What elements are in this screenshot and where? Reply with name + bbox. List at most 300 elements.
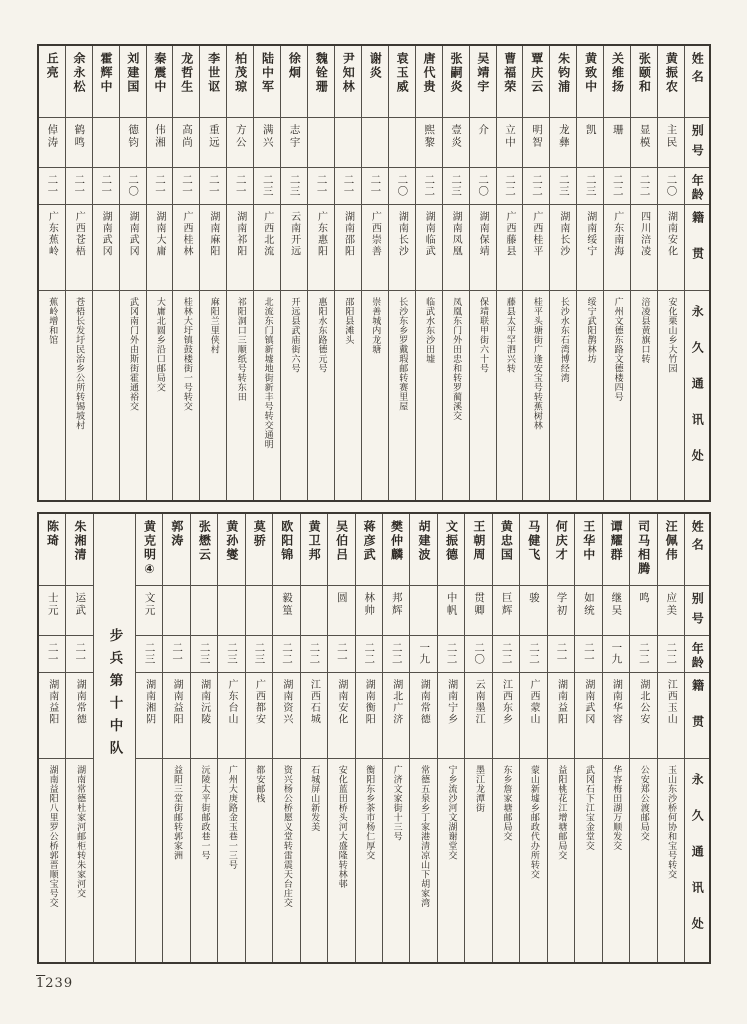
native-cell-text: 广西蒙山 — [528, 679, 539, 725]
alias-cell-text: 士元 — [46, 592, 59, 617]
roster-entry-column — [657, 46, 684, 500]
name-cell-text: 黄卫邦 — [307, 520, 322, 562]
address-cell — [136, 759, 162, 962]
native-cell-text: 湖南凤凰 — [450, 211, 462, 257]
alias-cell — [273, 586, 299, 636]
native-cell — [66, 673, 92, 759]
address-cell-text: 安化栗山乡大竹园 — [666, 297, 677, 373]
address-cell-text: 惠阳水东路德元号 — [316, 297, 327, 373]
roster-entry-column — [92, 46, 119, 500]
address-cell — [520, 759, 546, 962]
name-cell-text: 黄振农 — [664, 52, 679, 94]
alias-cell — [200, 118, 226, 168]
age-cell-text: 二一 — [555, 642, 568, 665]
name-cell-text: 李世讴 — [206, 52, 221, 94]
native-cell — [281, 205, 307, 291]
alias-cell — [438, 586, 464, 636]
name-cell-text: 张嗣炎 — [448, 52, 463, 94]
roster-entry-column — [464, 514, 491, 962]
native-cell-text: 广西藤县 — [504, 211, 515, 257]
roster-entry-column — [327, 514, 354, 962]
address-cell — [577, 291, 603, 500]
address-cell — [227, 291, 253, 500]
name-cell — [575, 514, 601, 586]
native-cell — [163, 673, 189, 759]
alias-cell — [362, 118, 388, 168]
age-cell-text: 二〇 — [473, 642, 486, 665]
address-cell — [550, 291, 576, 500]
age-cell-text: 二二 — [638, 174, 651, 197]
age-cell-text: 二一 — [73, 174, 86, 197]
column-header-age — [685, 636, 709, 673]
native-cell-text: 湖南长沙 — [396, 211, 408, 257]
section-divider — [93, 514, 135, 962]
roster-entry-column — [135, 514, 162, 962]
age-cell — [281, 168, 307, 205]
roster-entry-column — [334, 46, 361, 500]
age-cell — [356, 636, 382, 673]
name-cell-text: 曹福荣 — [502, 52, 517, 94]
name-cell — [630, 514, 656, 586]
alias-cell — [173, 118, 199, 168]
native-cell-text: 湖南武冈 — [582, 679, 594, 725]
address-cell-text: 东乡詹家塘邮局交 — [501, 765, 512, 841]
name-cell — [520, 514, 546, 586]
native-cell-text: 广西桂林 — [180, 211, 192, 257]
native-cell — [136, 673, 162, 759]
age-cell-text: 二三 — [557, 174, 570, 197]
name-cell-text: 司马相腾 — [636, 520, 651, 576]
roster-entry-column — [576, 46, 603, 500]
alias-cell-text: 巨辉 — [500, 592, 513, 617]
age-cell-text: 二二 — [280, 642, 293, 665]
address-cell — [470, 291, 496, 500]
address-cell-text: 苍梧长发圩民治乡公所转锡坡村 — [74, 297, 85, 430]
alias-cell — [218, 586, 244, 636]
alias-cell-text: 继吴 — [610, 592, 623, 617]
roster-entry-column — [190, 514, 217, 962]
address-cell — [93, 291, 119, 500]
name-cell — [465, 514, 491, 586]
address-cell — [173, 291, 199, 500]
header-column — [684, 46, 709, 500]
address-cell-text: 涪凌县黄旗口转 — [639, 297, 650, 364]
roster-entry-column — [522, 46, 549, 500]
alias-cell — [246, 586, 272, 636]
native-cell — [66, 205, 92, 291]
name-cell — [577, 46, 603, 118]
name-cell — [120, 46, 146, 118]
age-cell — [173, 168, 199, 205]
roster-entry-column — [253, 46, 280, 500]
alias-cell — [66, 586, 92, 636]
native-cell-text: 湖北公安 — [637, 679, 649, 725]
alias-cell — [328, 586, 354, 636]
address-cell — [328, 759, 354, 962]
age-cell — [335, 168, 361, 205]
native-cell-text: 广西北流 — [261, 211, 273, 257]
roster-entry-column — [199, 46, 226, 500]
native-cell-text: 湖南临武 — [423, 211, 435, 257]
alias-cell — [630, 586, 656, 636]
alias-cell-text: 倬涛 — [46, 124, 59, 149]
native-cell-text: 湖南益阳 — [46, 679, 58, 725]
name-cell — [493, 514, 519, 586]
alias-cell — [603, 586, 629, 636]
address-cell-text: 绥宁武阳鹊林坊 — [585, 297, 596, 364]
roster-entry-column — [630, 46, 657, 500]
alias-cell — [147, 118, 173, 168]
alias-cell — [383, 586, 409, 636]
name-cell-text: 黄忠国 — [499, 520, 514, 562]
name-cell-text: 唐代贵 — [422, 52, 437, 94]
alias-cell — [39, 586, 65, 636]
age-cell — [39, 168, 65, 205]
native-cell — [658, 205, 684, 291]
address-cell — [603, 759, 629, 962]
address-cell-text: 广济文家街十三号 — [391, 765, 402, 841]
age-cell — [416, 168, 442, 205]
age-cell — [465, 636, 491, 673]
name-cell-text: 黄克明④ — [142, 520, 157, 578]
name-cell-text: 莫骄 — [252, 520, 267, 548]
address-cell — [523, 291, 549, 500]
alias-cell — [575, 586, 601, 636]
native-cell — [410, 673, 436, 759]
address-cell-text: 保靖联甲街六十号 — [477, 297, 488, 373]
age-cell — [39, 636, 65, 673]
name-cell — [383, 514, 409, 586]
column-header-name-text: 姓名 — [690, 52, 705, 88]
roster-entry-column — [602, 514, 629, 962]
address-cell — [416, 291, 442, 500]
age-cell — [520, 636, 546, 673]
native-cell — [191, 673, 217, 759]
roster-entry-column — [146, 46, 173, 500]
name-cell — [308, 46, 334, 118]
address-cell — [389, 291, 415, 500]
alias-cell-text: 龙彝 — [557, 124, 570, 149]
alias-cell-text: 运武 — [74, 592, 87, 617]
roster-entry-column — [496, 46, 523, 500]
age-cell-text: 二一 — [171, 642, 184, 665]
address-cell-text: 崇善城内龙塘 — [370, 297, 381, 354]
address-cell-text: 大庸北圆乡沿口邮局交 — [154, 297, 165, 392]
roster-entry-column — [442, 46, 469, 500]
column-header-name-text: 姓名 — [690, 520, 705, 556]
alias-cell-text: 志宇 — [288, 124, 301, 149]
name-cell-text: 谭耀群 — [609, 520, 624, 562]
alias-cell — [443, 118, 469, 168]
address-cell — [631, 291, 657, 500]
age-cell-text: 一九 — [418, 642, 431, 665]
roster-entry-column — [437, 514, 464, 962]
alias-cell-text: 伟湘 — [154, 124, 167, 149]
native-cell-text: 湖北广济 — [390, 679, 402, 725]
age-cell-text: 二二 — [390, 642, 403, 665]
address-cell-text: 麻阳兰里侠村 — [208, 297, 219, 354]
native-cell — [200, 205, 226, 291]
alias-cell-text: 如统 — [582, 592, 595, 617]
name-cell-text: 吴伯吕 — [334, 520, 349, 562]
age-cell-text: 二二 — [504, 174, 517, 197]
address-cell-text: 临武水东沙田墟 — [424, 297, 435, 364]
native-cell — [254, 205, 280, 291]
alias-cell-text: 骏 — [528, 592, 541, 605]
native-cell — [362, 205, 388, 291]
address-cell-text: 都安邮栈 — [254, 765, 265, 803]
address-cell-text: 宁乡流沙河文湖谢堂交 — [446, 765, 457, 860]
native-cell-text: 湖南保靖 — [477, 211, 489, 257]
age-cell — [120, 168, 146, 205]
name-cell — [389, 46, 415, 118]
name-cell — [603, 514, 629, 586]
age-cell — [227, 168, 253, 205]
age-cell-text: 二一 — [74, 642, 87, 665]
name-cell — [218, 514, 244, 586]
age-cell — [254, 168, 280, 205]
native-cell — [470, 205, 496, 291]
name-cell — [227, 46, 253, 118]
age-cell — [246, 636, 272, 673]
roster-entry-column — [382, 514, 409, 962]
age-cell — [147, 168, 173, 205]
alias-cell — [604, 118, 630, 168]
alias-cell — [470, 118, 496, 168]
age-cell — [493, 636, 519, 673]
age-cell — [658, 636, 684, 673]
age-cell-text: 二一 — [207, 174, 220, 197]
name-cell — [246, 514, 272, 586]
native-cell-text: 湖南资兴 — [280, 679, 292, 725]
age-cell-text: 二二 — [637, 642, 650, 665]
age-cell-text: 二一 — [100, 174, 113, 197]
native-cell-text: 云南墨江 — [473, 679, 485, 725]
name-cell-text: 徐炯 — [287, 52, 302, 80]
roster-entry-column — [469, 46, 496, 500]
name-cell — [191, 514, 217, 586]
name-cell — [523, 46, 549, 118]
roster-entry-column — [361, 46, 388, 500]
name-cell-text: 魏铨珊 — [314, 52, 329, 94]
native-cell-text: 广东台山 — [226, 679, 238, 725]
address-cell — [301, 759, 327, 962]
native-cell-text: 广东蕉岭 — [46, 211, 58, 257]
alias-cell — [658, 118, 684, 168]
address-cell — [493, 759, 519, 962]
native-cell-text: 广东南海 — [611, 211, 623, 257]
roster-entry-column — [547, 514, 574, 962]
age-cell-text: 二〇 — [665, 174, 678, 197]
age-cell-text: 二三 — [584, 174, 597, 197]
address-cell-text: 祁阳洞口三顺纸号转东田 — [235, 297, 246, 402]
age-cell — [658, 168, 684, 205]
name-cell — [163, 514, 189, 586]
age-cell-text: 二三 — [253, 642, 266, 665]
alias-cell-text: 凯 — [584, 124, 597, 137]
roster-table-top — [37, 44, 711, 502]
age-cell — [136, 636, 162, 673]
address-cell-text: 广州文德东路文德楼四号 — [612, 297, 623, 402]
address-cell-text: 武冈南门外由斯街霍通裕交 — [128, 297, 138, 411]
roster-entry-column — [39, 46, 65, 500]
age-cell — [523, 168, 549, 205]
alias-cell — [497, 118, 523, 168]
address-cell-text: 蕉岭增和馆 — [47, 297, 58, 345]
address-cell-text: 北流东门镇新墟地街新丰号转交通明 — [262, 297, 273, 449]
name-cell — [438, 514, 464, 586]
name-cell — [416, 46, 442, 118]
alias-cell-text: 壹炎 — [450, 124, 463, 149]
native-cell-text: 云南开远 — [288, 211, 300, 257]
address-cell — [66, 759, 92, 962]
name-cell — [281, 46, 307, 118]
address-cell — [548, 759, 574, 962]
alias-cell-text: 主民 — [665, 124, 678, 149]
address-cell — [604, 291, 630, 500]
name-cell — [335, 46, 361, 118]
alias-cell-text: 鸣 — [637, 592, 650, 605]
address-cell — [281, 291, 307, 500]
alias-cell-text: 立中 — [504, 124, 517, 149]
native-cell-text: 湖南益阳 — [171, 679, 183, 725]
native-cell — [631, 205, 657, 291]
alias-cell — [356, 586, 382, 636]
native-cell-text: 广西都安 — [253, 679, 265, 725]
native-cell — [356, 673, 382, 759]
address-cell-text: 凤凰东门外田忠和转罗蔺溪交 — [451, 297, 462, 421]
name-cell — [147, 46, 173, 118]
name-cell-text: 余永松 — [72, 52, 87, 94]
address-cell-text: 湖南常德杜家河邮柜转朱家河交 — [75, 765, 86, 898]
column-header-address-text: 永久通讯处 — [690, 305, 705, 485]
alias-cell — [410, 586, 436, 636]
age-cell — [93, 168, 119, 205]
age-cell-text: 二三 — [226, 642, 239, 665]
name-cell — [328, 514, 354, 586]
age-cell-text: 二三 — [288, 174, 301, 197]
age-cell-text: 二二 — [530, 174, 543, 197]
column-header-alias-text: 别号 — [690, 124, 705, 164]
native-cell-text: 湖南益阳 — [555, 679, 567, 725]
native-cell — [227, 205, 253, 291]
address-cell-text: 藤县太平罕泗兴转 — [504, 297, 515, 373]
address-cell — [383, 759, 409, 962]
name-cell-text: 黄孙燮 — [224, 520, 239, 562]
native-cell — [308, 205, 334, 291]
native-cell-text: 湖南武冈 — [100, 211, 112, 257]
name-cell — [658, 514, 684, 586]
native-cell — [550, 205, 576, 291]
alias-cell-text: 贯卿 — [473, 592, 486, 617]
roster-entry-column — [119, 46, 146, 500]
address-cell-text: 长沙水东石湾博经湾 — [558, 297, 569, 383]
alias-cell — [658, 586, 684, 636]
native-cell-text: 广西桂平 — [530, 211, 542, 257]
age-cell — [218, 636, 244, 673]
native-cell — [577, 205, 603, 291]
alias-cell — [493, 586, 519, 636]
age-cell-text: 二一 — [369, 174, 382, 197]
alias-cell — [120, 118, 146, 168]
column-header-alias — [685, 586, 709, 636]
address-cell — [630, 759, 656, 962]
native-cell — [218, 673, 244, 759]
age-cell-text: 二一 — [46, 174, 59, 197]
native-cell-text: 湖南常德 — [74, 679, 86, 725]
age-cell-text: 二二 — [528, 642, 541, 665]
roster-entry-column — [300, 514, 327, 962]
roster-entry-column — [415, 46, 442, 500]
alias-cell — [520, 586, 546, 636]
age-cell-text: 二二 — [308, 642, 321, 665]
roster-entry-column — [492, 514, 519, 962]
address-cell — [39, 291, 65, 500]
roster-entry-column — [272, 514, 299, 962]
address-cell — [308, 291, 334, 500]
name-cell — [356, 514, 382, 586]
age-cell — [389, 168, 415, 205]
name-cell — [93, 46, 119, 118]
column-header-name — [685, 514, 709, 586]
roster-entry-column — [519, 514, 546, 962]
column-header-native-text: 籍贯 — [690, 679, 705, 751]
native-cell — [147, 205, 173, 291]
address-cell — [443, 291, 469, 500]
age-cell — [550, 168, 576, 205]
address-cell — [410, 759, 436, 962]
address-cell-text: 桂林大圩镇鼓楼街一号转交 — [181, 297, 192, 411]
address-cell-text: 开远县武庙街六号 — [289, 297, 300, 373]
age-cell-text: 二二 — [611, 174, 624, 197]
native-cell — [603, 673, 629, 759]
alias-cell-text: 明智 — [530, 124, 543, 149]
address-cell — [120, 291, 146, 500]
native-cell-text: 四川涪凌 — [638, 211, 650, 257]
native-cell-text: 江西玉山 — [665, 679, 677, 725]
name-cell-text: 王朝周 — [471, 520, 486, 562]
name-cell-text: 王华中 — [581, 520, 596, 562]
address-cell — [575, 759, 601, 962]
alias-cell — [227, 118, 253, 168]
roster-entry-column — [388, 46, 415, 500]
column-header-address — [685, 291, 709, 500]
section-divider-title-text: 步兵第十中队 — [106, 628, 123, 763]
native-cell-text: 江西石城 — [308, 679, 320, 725]
address-cell — [39, 759, 65, 962]
native-cell — [438, 673, 464, 759]
age-cell-text: 二一 — [180, 174, 193, 197]
age-cell-text: 二一 — [234, 174, 247, 197]
address-cell — [254, 291, 280, 500]
native-cell — [246, 673, 272, 759]
age-cell-text: 二三 — [198, 642, 211, 665]
alias-cell — [254, 118, 280, 168]
column-header-age-text: 年龄 — [690, 174, 705, 202]
roster-entry-column — [574, 514, 601, 962]
address-cell-text: 资兴杨公桥愿义堂转雷震天台庄交 — [281, 765, 292, 908]
name-cell — [301, 514, 327, 586]
name-cell — [362, 46, 388, 118]
address-cell-text: 益阳桃花江增塘邮局交 — [556, 765, 567, 860]
page-number: 1239 — [36, 976, 74, 991]
roster-entry-column — [280, 46, 307, 500]
native-cell-text: 湖南麻阳 — [207, 211, 219, 257]
native-cell-text: 湖南常德 — [418, 679, 430, 725]
address-cell — [362, 291, 388, 500]
native-cell-text: 湖南华容 — [610, 679, 622, 725]
age-cell-text: 二一 — [154, 174, 167, 197]
